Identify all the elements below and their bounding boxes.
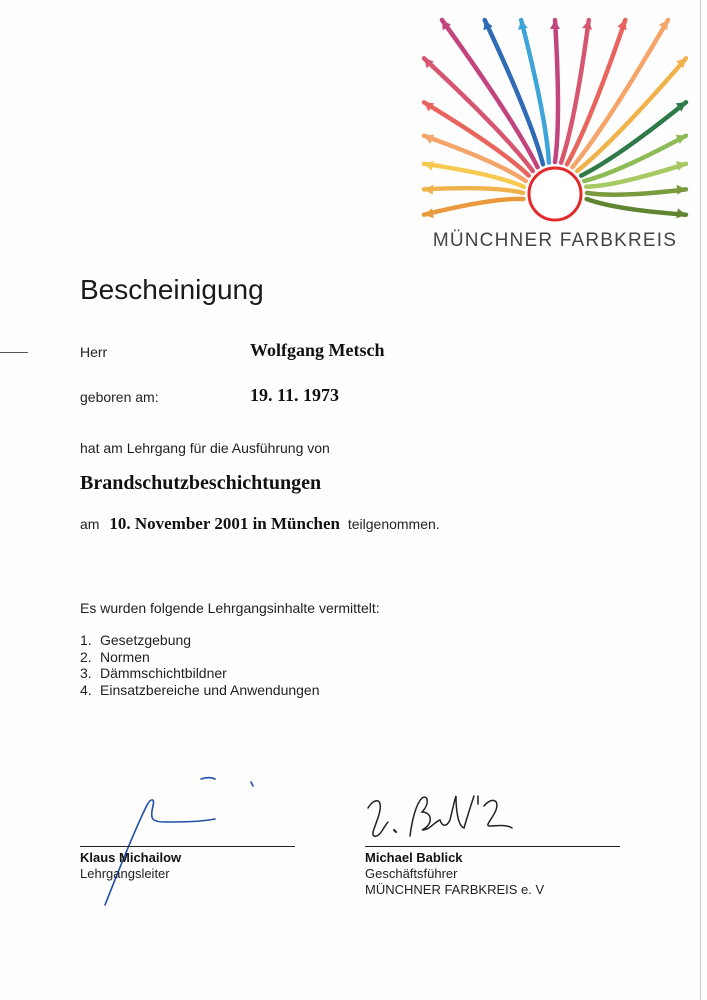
list-item [80, 682, 320, 699]
logo-ray [424, 199, 523, 215]
logo-arrowhead [424, 185, 433, 195]
salutation-label: Herr [80, 344, 108, 360]
farbkreis-logo [418, 12, 692, 251]
contents-intro: Es wurden folgende Lehrgangsinhalte vermittelt: [80, 600, 380, 616]
logo-arrowhead [550, 20, 560, 29]
logo-wordmark: MÜNCHNER FARBKREIS [432, 230, 678, 251]
logo-ray [587, 199, 686, 215]
birth-label: geboren am: [80, 389, 159, 405]
logo-ray [561, 20, 589, 163]
signer-left-name: Klaus Michailow [80, 850, 182, 865]
list-item [80, 649, 320, 666]
logo-ring [529, 168, 581, 220]
signature-line-left [80, 846, 295, 847]
signer-right-organization: MÜNCHNER FARBKREIS e. V [365, 882, 545, 897]
signer-left-role: Lehrgangsleiter [80, 866, 170, 881]
course-date-place: 10. November 2001 in München [109, 514, 340, 533]
logo-ray [555, 20, 558, 162]
course-date-line [80, 514, 440, 534]
participant-name: Wolfgang Metsch [250, 340, 385, 360]
farbkreis-logo-graphic [418, 12, 692, 226]
list-item-number: 1. [80, 632, 92, 648]
logo-ray [424, 188, 523, 193]
list-item-number: 2. [80, 648, 92, 665]
document-title: Bescheinigung [80, 274, 264, 305]
date-suffix: teilgenommen. [347, 516, 440, 532]
list-item-text: Gesetzgebung [100, 632, 192, 648]
list-item-number: 4. [80, 681, 92, 698]
logo-ray [587, 189, 686, 194]
signer-right-role: Geschäftsführer [365, 866, 458, 881]
list-item [80, 632, 320, 649]
logo-ray [424, 164, 524, 187]
contents-list [80, 632, 320, 698]
punch-mark [0, 352, 28, 353]
signature-left-handwriting [95, 770, 275, 910]
birth-date: 19. 11. 1973 [250, 385, 340, 405]
course-intro: hat am Lehrgang für die Ausführung von [80, 440, 330, 456]
course-title: Brandschutzbeschichtungen [80, 472, 322, 494]
list-item-text: Einsatzbereiche und Anwendungen [100, 681, 320, 698]
signature-right-handwriting [360, 790, 530, 850]
signature-line-right [365, 846, 620, 847]
page-edge [700, 0, 701, 1000]
signer-right-name: Michael Bablick [365, 850, 463, 865]
list-item-text: Normen [100, 648, 150, 665]
date-prefix: am [80, 516, 100, 532]
list-item [80, 665, 320, 682]
logo-arrowhead [677, 185, 686, 195]
list-item-text: Dämmschichtbildner [100, 665, 227, 681]
list-item-number: 3. [80, 665, 92, 681]
